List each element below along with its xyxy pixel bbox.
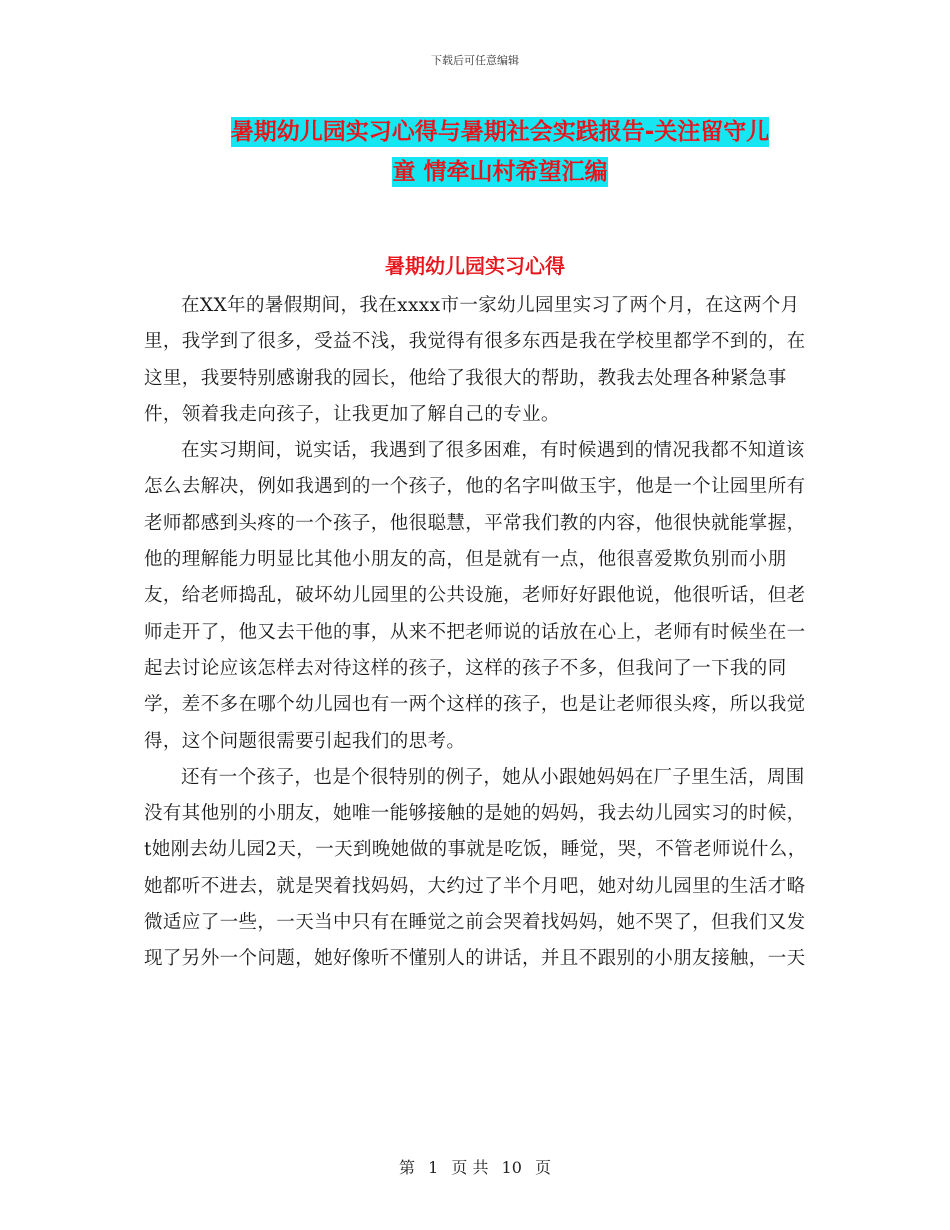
footer-middle: 页 共 xyxy=(451,1158,489,1177)
footer-page-number: 1 xyxy=(428,1158,439,1177)
page-footer xyxy=(0,1155,950,1178)
footer-total-pages: 10 xyxy=(501,1158,522,1177)
document-title xyxy=(180,112,820,192)
title-line-2: 童 情牵山村希望汇编 xyxy=(392,159,608,185)
footer-prefix: 第 xyxy=(398,1158,415,1177)
body-text xyxy=(144,288,812,978)
paragraph: 在实习期间，说实话，我遇到了很多困难，有时候遇到的情况我都不知道该怎么去解决，例如我遇到的一个孩子，他的名字叫做玉宇，他是一个让园里所有老师都感到头疼的一个孩子，他很聪慧，平常我们教的内容，他很快就能掌握，他的理解能力明显比其他小朋友的高，但是就有一点，他很喜爱欺负别而小朋友，给老师捣乱，破坏幼儿园里的公共设施，老师好好跟他说，他很听话，但老师走开了，他又去干他的事，从来不把老师说的话放在心上，老师有时候坐在一起去讨论应该怎样去对待这样的孩子，这样的孩子不多，但我问了一下我的同学，差不多在哪个幼儿园也有一两个这样的孩子，也是让老师很头疼，所以我觉得，这个问题很需要引起我们的思考。 xyxy=(144,440,806,752)
footer-suffix: 页 xyxy=(535,1158,552,1177)
section-title: 暑期幼儿园实习心得 xyxy=(385,254,565,278)
paragraph: 在XX年的暑假期间，我在xxxx市一家幼儿园里实习了两个月，在这两个月里，我学到了很多，受益不浅，我觉得有很多东西是我在学校里都学不到的，在这里，我要特别感谢我的园长，他给了我很大的帮助，教我去处理各种紧急事件，领着我走向孩子，让我更加了解自己的专业。 xyxy=(144,295,806,425)
paragraph: 还有一个孩子，也是个很特别的例子，她从小跟她妈妈在厂子里生活，周围没有其他别的小朋友，她唯一能够接触的是她的妈妈，我去幼儿园实习的时候，t她刚去幼儿园2天，一天到晚她做的事就是吃饭，睡觉，哭，不管老师说什么，她都听不进去，就是哭着找妈妈，大约过了半个月吧，她对幼儿园里的生活才略微适应了一些，一天当中只有在睡觉之前会哭着找妈妈，她不哭了，但我们又发现了另外一个问题，她好像听不懂别人的讲话，并且不跟别的小朋友接触，一天 xyxy=(144,766,807,970)
title-line-1: 暑期幼儿园实习心得与暑期社会实践报告-关注留守儿 xyxy=(230,119,770,145)
header-note: 下载后可任意编辑 xyxy=(431,54,519,67)
